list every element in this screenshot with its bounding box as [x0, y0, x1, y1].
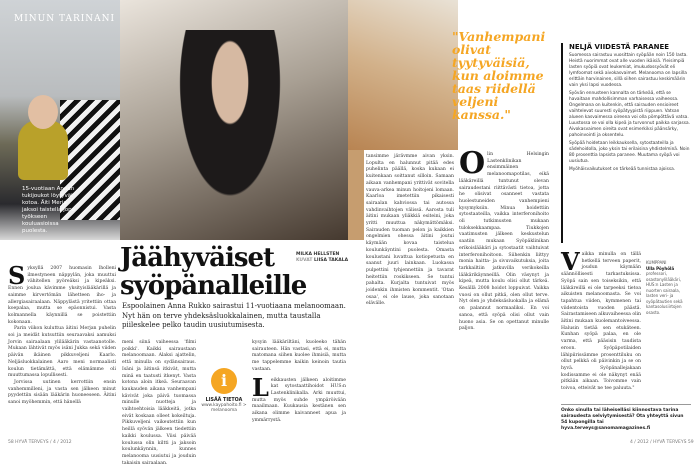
byline: MILKA HELLSTEN KUVAT LIISA TAKALA	[296, 252, 349, 263]
article-column-1: Syksyllä 2007 huomasin lholleni ilmestyneen näppylän, joka muuttui vähitellen pyöreäksi ja kipeäksi. Ennen joulua kävimme yksityislääkärillä ja saimme kirvertömän lähetteen iho- ja allergiasairaalaan. Näppylästä yritettiin ottaa koepalaa, mutta se epäonnistui. Vasta kolmannella käynnillä se poistettiin kokonaan. Parin viikon kuluttua äitini Merjan puhelin soi ja meidät kutsuttiin seuraavaksi aamuksi Jorvin sairaalaan ylilääkärin vastaanotolle. Mukaan lähtivät myös isäni Jukka sekä viiden päivän ikäinen pikkuveljeni Kaarlo. Neljäsluokkalainen Aaro meni normaalisti koulun tietämättä, että elämämme oli muuttumassa lopullisesti. Jorvissa uutinen kerrottiin ensin vanhemmilleni, ja vasta sen jälkeen minut pyydettiin sisään lääkärin huoneeseen. Äitini sanoi myöhemmin, että hänellä	[8, 261, 116, 406]
info-box: i LISÄÄ TIETOA www.kaypahoito.fi > melanooma	[200, 368, 248, 413]
article-column-2: meni siinä vaiheessa 'filmi poikki'. Kaikki sairaustaan melanoomaan. Alaksi ajattelin, että minulla on sydänsairaus. Isäni ja äitinsä itkivät, mutta minä en taatusti itkenyt. Vasta kotona aloin itkeä. Seuraavan kaukauden aikana vanhempani kävivät joka päivä tuomassa minulle nuotteja ja vaihtoehtoisia lääkkeitä, jotka eivät koskaan olleet kokeiltuja. Pikkuveljeni vaikeutettiin kun heillä syövän jälkeen tiedettiin kaikki koulussa. Viisi päivää koulussa olin kiltti ja jaksoin koulunkäynnin, kunnes melanooma uusiutui ja jouduin takaisin sairaalaan.	[122, 340, 196, 466]
photo-mother	[120, 0, 348, 240]
article-column-3: kysyin lääkäriltäni, kuoleeko tähän sairauteen. Hän vastasi, että ei, mutta matomana siihen kuolee ihmisiä, mutta me tappelemme kaikin keinoin tautia vastaan. Leikkausten jälkeen aloitimme kat sytostaattihoidot HUS:n Lastenklinikalla. Arki muuttui, mutta myös suhde ympäröivään maailmaan. Kuukausia kestänen sen aikana olimme kaivanneet apua ja ymmärrystä.	[252, 340, 346, 423]
sidebar-title: NELJÄ VIIDESTÄ PARANEE	[569, 43, 670, 51]
photo-girl-with-cat-edge	[348, 150, 364, 240]
sidebar-box: NELJÄ VIIDESTÄ PARANEE Suomessa sairastuu vuosittain syöpään noin 150 lasta. Heistä nuorimmat ovat alle vuoden ikäisiä. Yleisimpiä lasten syöpiä ovat leukemiat, imukudossyövät eli lymfoomat sekä aivokasvaimet. Melanooma on lapsilla erittäin harvinainen, sillä siihen sairastuu keskimäärin vain yksi lapsi vuodessa. Syövän ennusteen kannalta on tärkeää, että se havaitaan mahdollisimman varhaisessa vaiheessa. Ongelmana on kuitenkin, että sairauden ensioireet vaihtelevat suuresti syöpätyypistä riippuen. Vatsan alueen kasvaimessa oireena voi olla pömpöttävä vatsa. Luustossa se voi olla kipeä ja turvonnut paikka sarjassa. Aivokasvaimen oireita ovat esimerkiksi päänsärky, pahoinvointi ja oksentelu. Syöpää hoidetaan leikkauksella, sytostaateilla ja sädehoidolla, joko yksin tai erilaisina yhdistelminä. Noin 80 prosenttia lapsista paranee. Muutama syöpä voi uusiutua. Myöhäisvaikutukset on tärkeää tunnistaa ajoissa.	[561, 43, 693, 243]
page-number-left: 58 HYVÄ TERVEYS / 4 / 2012	[8, 440, 72, 445]
photo-caption: 15-vuotiaan Annan tukijoukot löytyvät kotoa. Äiti Merja jaksoi taistella jopa työkseen kouluasioissa puolesta.	[22, 186, 75, 234]
photo-girl-with-cat	[348, 0, 458, 150]
headline: Jäähyväiset syöpänalleille	[120, 243, 307, 301]
page-number-right: 4 / 2012 / HYVÄ TERVEYS 59	[630, 440, 694, 445]
info-link[interactable]: www.kaypahoito.fi > melanooma	[201, 403, 247, 413]
partner-note: KUMPPANI Ulla Pöyhölä professori, osastonylilääkäri, HUS:n Lasten ja nuorten sairaala, lasten veri- ja syöpätautien sekä kantasolusiirtojen osasto.	[646, 260, 683, 315]
pull-quote: "Vanhempani olivat tyytyväisiä, kun aloimme taas riidellä veljeni kanssa."	[452, 29, 546, 122]
article-column-5: Olin Helsingin Lastenklinikan ensimmäinen melanoomapotilas, eikä lääkäreillä tuntunut olevan sairaudestani riittävästi tietoa, jotta he olisivat osanneet vastata huolestuneiden vanhempieni kysymyksiin. Minua hoidettiin sytostaateilla, vaikka interferonihoito oli tutkimusten mukaan tuloksekkaampaa. Tiukkojen vaatimusten jälkeen keskustelun saatiin mukaan Syöpäklinikan erikoislääkäri ja sytostaatit vaihtuivat interferonihoitoon. Siihenkin liittyy monia haitta- ja sivuvaikutuksia, joita tarkkailtiin jatkuvilla verikokeilla lääkärikäynneillä. Olin väsynyt ja kipeä, mutta koulu olisi ollut tärkeä. Kesällä 2008 hoidot loppuivat. Vaikka vuosi on ollut pitkä, olen ollut terve. Nyt olen jo yhdeksäsluokalla ja elämä on palannut normaaliksi. En voi sanoa, että syöpä olisi ollut vain huono asia. Se on opettanut minulle paljon.	[459, 146, 549, 332]
section-label: MINUN TARINANI	[14, 14, 116, 24]
lead-paragraph: Espoolainen Anna Rukko sairastui 11-vuotiaana melanoomaan. Nyt hän on terve yhdeksäsluokkalainen, mutta taustalla piileskelee pelko taudin uusiutumisesta.	[122, 302, 346, 329]
call-to-action: Onko sinulla tai läheiselläsi kiinnostava tarina sairaudesta selviytymisestä? Ota yhteyttä sivun 54 kupongilla tai hyva.terveys@sanomamagazines.fi	[561, 404, 691, 432]
article-column-6: Vaikka minulla on tällä hetkellä terveen paperit, joudun käymään säännöllisesti tarkastuksissa. Syöpä sain sen toiseksikin, että lääkäreillä ei ole tarpeeksi tietoa aikuisten melanoomasta. Se voi tapahtua viiden, kymmenen tai viidentoista vuoden päästä. Sairastamiseen alkuvaiheessa olin äitini mukaan kuolemantoiveessa. Halusin tietää sen etukäteen. Kunhan syöpä palaa, en ole varma, että pääsisin taudista eroon. Syöpäpotilaiden lähipiirissämme prosenttiluku on ollut pelkkä oli päivinkin ja se on hyvä. Syöpänallejakaan kodissamme ei ole näkynyt enää pitkään aikaan. Toivomme vain toivoa, etteivät ne tee paluuta."	[561, 247, 641, 392]
article-column-4: tansimme järävmme aivan yksin. Lopulta en halunnut pitää edes puhelinta päällä, koska kukaan ei kuitenkaan soittanut silloin. Samaan aikaan vanhempani yrittivät sovitella vauva-arkea minun hoitojeni lomaan. Kaarloa imetettiin pikaisesti sairaalan kahviossa tai autossa vahdinvaihtojen välissä. Aarosta tuli äitini mukaan yliäkkiä esiteini, joka yritti muuttua näkymättömäksi. Sairauden tuoman pelon ja kaikkien ongelmien ohessa äitini joutui käymään kovaa taistelua koulunkäyntini puolesta. Omasta koulustani luvattua kotiopetusta en saanut juuri lainkaan. Luokassa pulpettini tyhjennettiin ja tavarat heitettiin roskikseen. Se tuntui pahalta. Kurjalta tuntuivat myös joidenkin ihmisten kommentit. 'Otan osaa', ei ole lause, joka sanotaan elävälle.	[366, 154, 454, 307]
info-icon: i	[211, 368, 237, 394]
